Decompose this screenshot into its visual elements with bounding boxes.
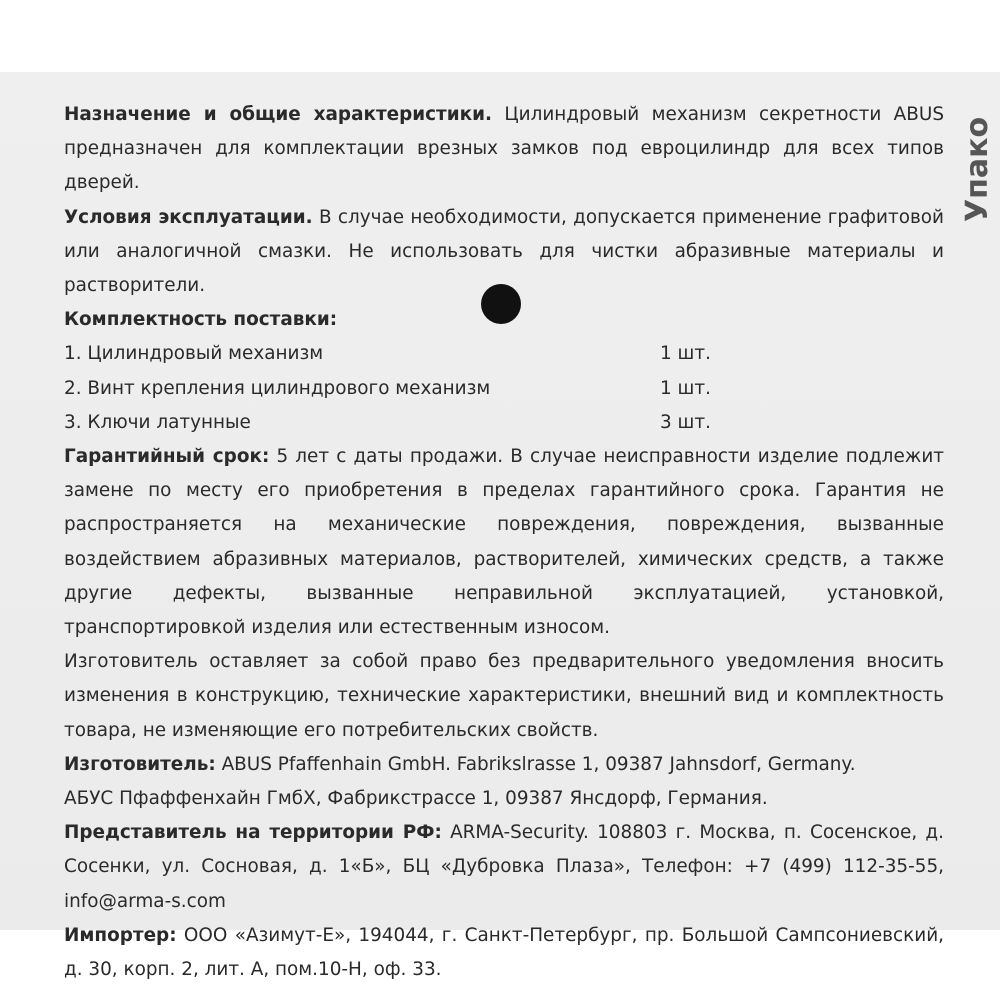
usage-text: В случае необходимости, допускается применение графитовой или аналогичной смазки. Не использовать для чистки абразивные материалы и растворители.	[64, 206, 944, 297]
manufacturer-address-ru: АБУС Пфаффенхайн ГмбХ, Фабрикстрассе 1, 09387 Янсдорф, Германия.	[64, 788, 768, 810]
manufacturer-rights-paragraph: Изготовитель оставляет за собой право без предварительного уведомления вносить изменения в конструкцию, технические характеристики, внешний вид и комплектность товара, не изменяющие его потребительских свойств.	[64, 651, 944, 741]
importer-heading: Импортер:	[64, 924, 177, 946]
purpose-heading: Назначение и общие характеристики.	[64, 104, 492, 125]
warranty-heading: Гарантийный срок:	[64, 446, 270, 468]
usage-paragraph	[64, 201, 944, 304]
warranty-paragraph	[64, 440, 944, 645]
manufacturer-heading: Изготовитель:	[64, 753, 216, 775]
side-cut-text: Упако	[960, 116, 995, 222]
list-item: 2. Винт крепления цилиндрового механизм 1 шт.	[64, 377, 711, 399]
usage-heading: Условия эксплуатации.	[64, 206, 313, 228]
importer-text: ООО «Азимут-Е», 194044, г. Санкт-Петербург, пр. Большой Сампсониевский, д. 30, корп. 2, лит. А, пом.10-Н, оф. 33.	[64, 924, 944, 981]
document-body	[64, 98, 944, 987]
importer-paragraph	[64, 919, 944, 987]
list-item: 1. Цилиндровый механизм 1 шт.	[64, 343, 711, 365]
manufacturer-address-en: ABUS Pfaffenhain GmbH. Fabrikslrasse 1, 09387 Jahnsdorf, Germany.	[215, 753, 856, 775]
purpose-text: Цилиндровый механизм секретности ABUS предназначен для комплектации врезных замков под евроцилиндр для всех типов дверей.	[64, 104, 944, 194]
contents-heading: Комплектность поставки:	[64, 309, 338, 331]
representative-paragraph	[64, 816, 944, 919]
manufacturer-paragraph	[64, 748, 944, 782]
purpose-paragraph	[64, 98, 944, 201]
list-item: 3. Ключи латунные 3 шт.	[64, 411, 711, 433]
warranty-text: 5 лет с даты продажи. В случае неисправности изделие подлежит замене по месту его приобретения в пределах гарантийного срока. Гарантия не распространяется на механические повреждения, повреждения, вызванные воздействием абразивных материалов, растворителей, химических средств, а также другие дефекты, вызванные неправильной эксплуатацией, установкой, транспортировкой изделия или естественным износом.	[64, 446, 944, 639]
representative-text: ARMA-Security. 108803 г. Москва, п. Сосенское, д. Сосенки, ул. Сосновая, д. 1«Б», БЦ «Дубровка Плаза», Телефон: +7 (499) 112-35-55, info@arma-s.com	[64, 822, 944, 912]
instruction-sheet	[0, 72, 1000, 981]
representative-heading: Представитель на территории РФ:	[64, 822, 442, 844]
